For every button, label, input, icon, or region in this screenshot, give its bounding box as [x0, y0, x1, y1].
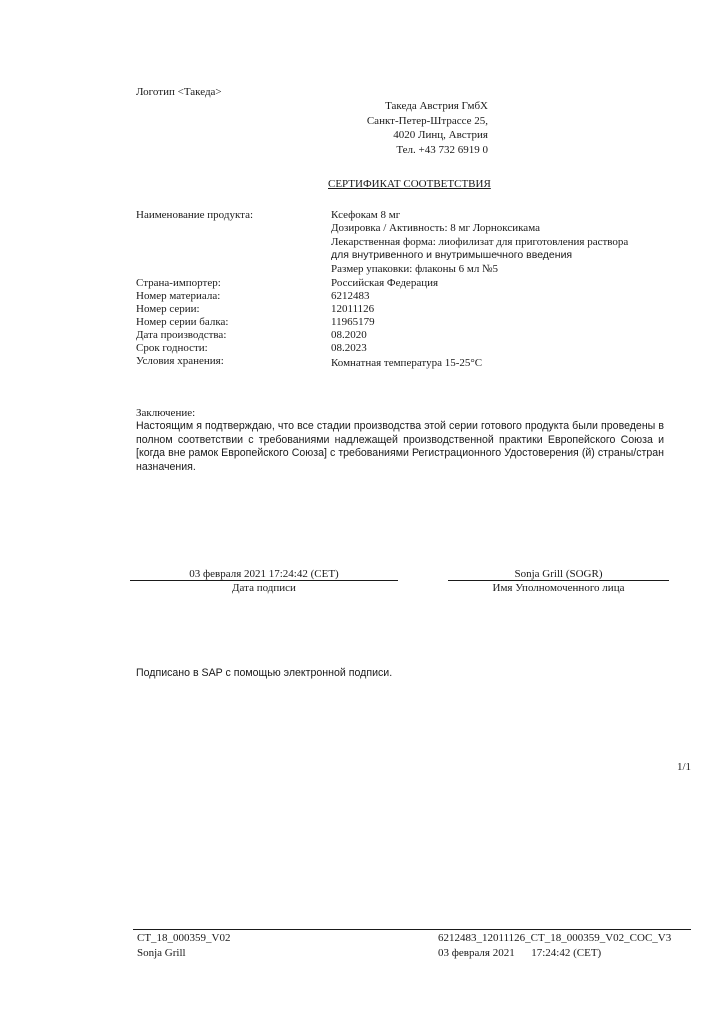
signature-date-label: Дата подписи: [232, 582, 296, 594]
company-address: [367, 99, 488, 157]
field-label: Срок годности:: [136, 342, 208, 354]
conclusion-title: Заключение:: [136, 407, 196, 419]
field-label: Страна-импортер:: [136, 277, 221, 289]
field-value: 12011126: [331, 303, 375, 315]
electronic-signature-note: Подписано в SAP с помощью электронной подписи.: [136, 667, 393, 679]
field-value: 11965179: [331, 316, 375, 328]
field-value: Комнатная температура 15-25°С: [331, 357, 483, 369]
field-value: 08.2023: [331, 342, 367, 354]
product-label: Наименование продукта:: [136, 209, 254, 221]
signature-name-label: Имя Уполномоченного лица: [492, 582, 625, 594]
product-name: Ксефокам 8 мг: [331, 209, 401, 221]
footer-divider: [133, 929, 691, 930]
company-city: 4020 Линц, Австрия: [393, 129, 488, 141]
product-pack-size: Размер упаковки: флаконы 6 мл №5: [331, 262, 499, 275]
footer-signer: Sonja Grill: [137, 947, 186, 959]
field-value: Российская Федерация: [331, 277, 439, 289]
signature-date-line: [130, 580, 398, 581]
field-value: 6212483: [331, 290, 370, 302]
company-logo-placeholder: Логотип <Такеда>: [136, 86, 222, 98]
field-label: Номер серии:: [136, 303, 200, 315]
signature-name-value: Sonja Grill (SOGR): [514, 568, 603, 580]
page-number: 1/1: [676, 761, 691, 773]
field-label: Условия хранения:: [136, 355, 224, 367]
field-label: Номер материала:: [136, 290, 221, 302]
conclusion-text: Настоящим я подтверждаю, что все стадии производства этой серии готового продукта были проведены в полном соответствии с требованиями надлежащей производственной практики Европейского Союза и [когда вне рамок Европейского Союза] с требованиями Регистрационного Удостоверения (й) страны/стран назначения.: [136, 420, 664, 473]
field-label: Дата производства:: [136, 329, 227, 341]
field-label: Номер серии балка:: [136, 316, 229, 328]
field-value: 08.2020: [331, 329, 367, 341]
footer-datetime: 03 февраля 2021 17:24:42 (CET): [438, 947, 602, 959]
footer-doc-code: CT_18_000359_V02: [137, 932, 231, 944]
signature-name-line: [448, 580, 669, 581]
company-name: Такеда Австрия ГмбХ: [385, 100, 488, 112]
signature-date-value: 03 февраля 2021 17:24:42 (CET): [189, 568, 339, 580]
company-street: Санкт-Петер-Штрассе 25,: [366, 114, 488, 127]
product-value: [331, 209, 628, 276]
footer-file-code: 6212483_12011126_CT_18_000359_V02_COC_V3: [438, 932, 672, 944]
product-dosage: Дозировка / Активность: 8 мг Лорноксикама: [331, 222, 540, 235]
certificate-title: СЕРТИФИКАТ СООТВЕТСТВИЯ: [328, 178, 491, 190]
company-phone: Тел. +43 732 6919 0: [396, 143, 488, 156]
product-form: Лекарственная форма: лиофилизат для приготовления раствора: [331, 235, 629, 248]
product-form-cont: для внутривенного и внутримышечного введения: [331, 249, 573, 262]
